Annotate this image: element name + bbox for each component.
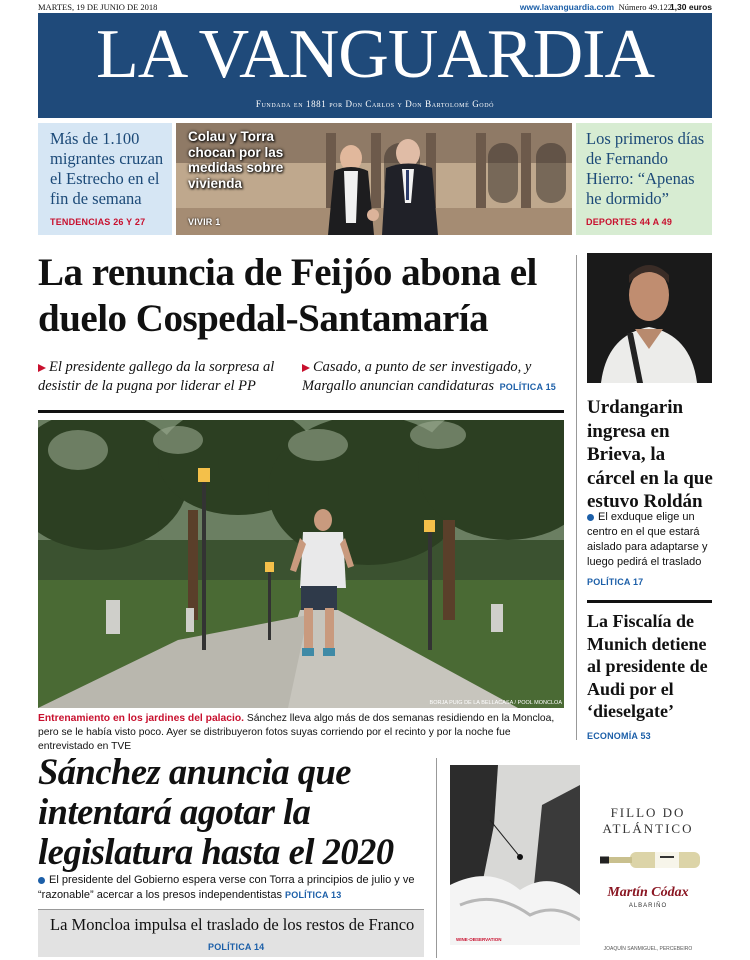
masthead-logo[interactable]: LA VANGUARDIA [95, 16, 655, 93]
advertisement[interactable] [450, 765, 712, 958]
lead-section-link[interactable]: POLÍTICA 15 [499, 382, 556, 392]
bullet-arrow-icon [38, 364, 46, 372]
teaser-right[interactable] [576, 123, 712, 235]
issue-number: Número 49.122 [618, 2, 672, 12]
lead-bullet-left [38, 358, 300, 396]
issue-date: MARTES, 19 DE JUNIO DE 2018 [38, 2, 158, 12]
column-divider [576, 255, 577, 740]
photo-credit: BORJA PUIG DE LA BELLACASA / POOL MONCLOA [429, 700, 562, 706]
photo-caption-text: Sánchez lleva algo más de dos semanas residiendo en la Moncloa, pero se le había visto poco. Ayer se distribuyeron fotos suyas corriendo por el recinto y por la noche fue entrevistado en TVE [38, 713, 555, 752]
franco-box[interactable] [38, 909, 424, 957]
ad-sub: ALBARIÑO [628, 903, 668, 909]
teaser-left[interactable] [38, 123, 172, 235]
franco-headline: La Moncloa impulsa el traslado de los restos de Franco [50, 915, 415, 934]
franco-section-link[interactable]: POLÍTICA 14 [208, 942, 265, 952]
rule [38, 410, 564, 413]
sanchez-bullet [38, 873, 418, 903]
audi-headline[interactable]: La Fiscalía de Munich detiene al presidente de Audi por el ‘dieselgate’ [587, 611, 708, 721]
ad-tag: WINE·OBSERVATION [456, 937, 502, 942]
ad-line2: ATLÁNTICO [602, 821, 694, 836]
lead-bullet-right-text: Casado, a punto de ser investigado, y Margallo anuncian candidaturas [302, 359, 532, 394]
sanchez-headline[interactable]: Sánchez anuncia que intentará agotar la legislatura hasta el 2020 [38, 751, 394, 872]
teaser-right-text: Los primeros días de Fernando Hierro: “Apenas he dormido” [586, 129, 705, 208]
teaser-center-text: Colau y Torra chocan por las medidas sobre vivienda [188, 129, 284, 191]
urdangarin-headline[interactable]: Urdangarin ingresa en Brieva, la cárcel en la que estuvo Roldán [587, 397, 713, 512]
bottom-divider [436, 758, 437, 958]
teaser-center-section: VIVIR 1 [188, 217, 221, 227]
main-photo [38, 420, 564, 708]
ad-credit: JOAQUÍN SANMIGUEL, PERCEBEIRO [603, 946, 693, 952]
teaser-center[interactable] [176, 123, 572, 235]
audi-section-link[interactable]: ECONOMÍA 53 [587, 731, 651, 741]
bullet-dot-icon [587, 514, 594, 521]
masthead-founded: Fundada en 1881 por Don Carlos y Don Bartolomé Godó [255, 99, 495, 109]
urdangarin-section-link[interactable]: POLÍTICA 17 [587, 577, 644, 587]
sanchez-section-link[interactable]: POLÍTICA 13 [285, 890, 342, 900]
sanchez-bullet-text: El presidente del Gobierno espera verse con Torra a principios de julio y ve “razonable” acercar a los presos independentistas [38, 874, 415, 901]
rule [587, 600, 712, 603]
masthead [38, 13, 712, 118]
teaser-left-section: TENDENCIAS 26 Y 27 [50, 217, 146, 227]
issue-price: 1,30 euros [669, 2, 712, 12]
urdangarin-photo [587, 253, 712, 383]
lead-bullet-right [302, 358, 572, 397]
urdangarin-portrait [587, 253, 712, 383]
lead-bullet-left-text: El presidente gallego da la sorpresa al desistir de la pugna por liderar el PP [38, 359, 275, 394]
sanchez-running-photo [38, 420, 564, 708]
urdangarin-bullet-text: El exduque elige un centro en el que estará aislado para adaptarse y luego pedirá el traslado [587, 511, 708, 568]
teaser-right-section: DEPORTES 44 A 49 [586, 217, 673, 227]
wine-bottle-icon [600, 849, 700, 871]
ad-brand: Martín Códax [607, 885, 689, 900]
teaser-left-text: Más de 1.100 migrantes cruzan el Estrecho en el fin de semana [50, 129, 164, 208]
ad-line1: FILLO DO [610, 805, 686, 820]
ad-waterfall-photo [450, 765, 580, 945]
photo-caption [38, 712, 564, 754]
bullet-arrow-icon [302, 364, 310, 372]
urdangarin-bullet [587, 510, 715, 570]
site-url-link[interactable]: www.lavanguardia.com [519, 2, 614, 12]
lead-headline[interactable]: La renuncia de Feijóo abona el duelo Cospedal-Santamaría [38, 251, 537, 340]
bullet-dot-icon [38, 877, 45, 884]
photo-caption-lead: Entrenamiento en los jardines del palacio. [38, 713, 244, 724]
